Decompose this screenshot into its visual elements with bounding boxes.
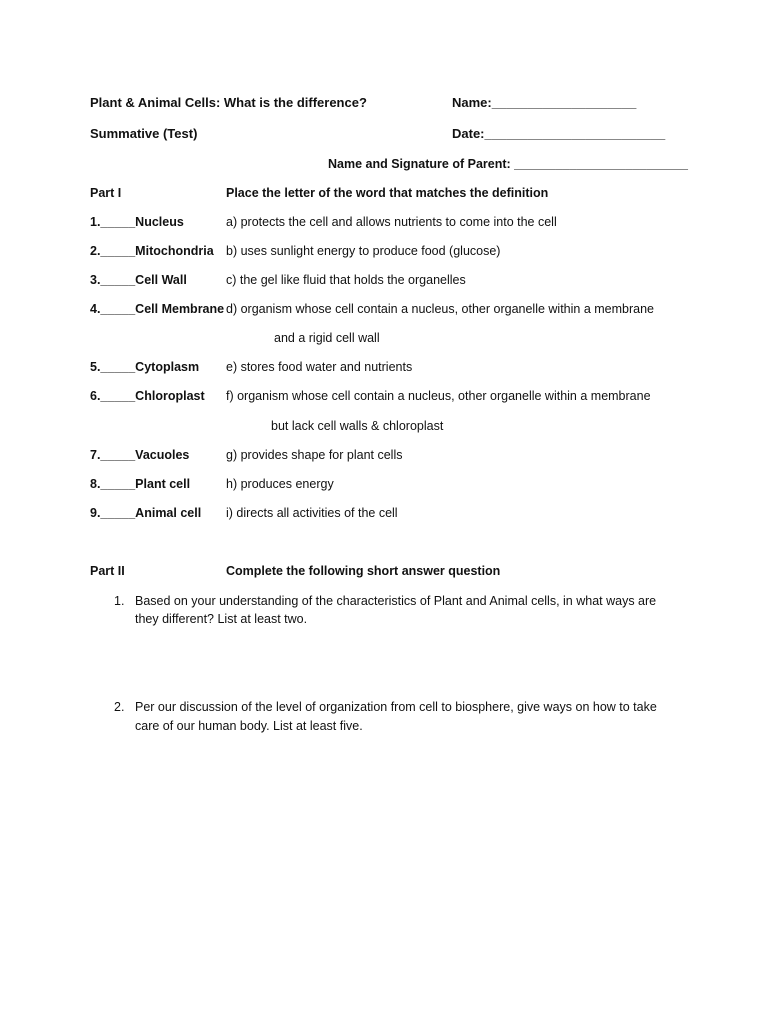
- worksheet-title: Plant & Animal Cells: What is the difference?: [90, 95, 367, 110]
- definition-item: g) provides shape for plant cells: [226, 448, 403, 462]
- date-field-label: Date:_________________________: [452, 126, 666, 141]
- parent-signature-label: Name and Signature of Parent: _________________________: [328, 157, 688, 171]
- question-text: Per our discussion of the level of organization from cell to biosphere, give ways on how to take: [135, 700, 657, 714]
- worksheet-subtitle: Summative (Test): [90, 126, 198, 141]
- question-text: they different? List at least two.: [135, 612, 308, 626]
- term-item: 6._____Chloroplast: [90, 389, 205, 403]
- term-item: 7._____Vacuoles: [90, 448, 190, 462]
- part2-instruction: Complete the following short answer question: [226, 564, 501, 578]
- part1-instruction: Place the letter of the word that matches the definition: [226, 186, 549, 200]
- definition-item: d) organism whose cell contain a nucleus, other organelle within a membrane: [226, 302, 655, 316]
- question-number: 1.: [114, 594, 125, 608]
- name-field-label: Name:____________________: [452, 95, 637, 110]
- part2-label: Part II: [90, 564, 125, 578]
- term-item: 1._____Nucleus: [90, 215, 184, 229]
- term-item: 2._____Mitochondria: [90, 244, 214, 258]
- term-item: 9._____Animal cell: [90, 506, 202, 520]
- question-number: 2.: [114, 700, 125, 714]
- question-text: Based on your understanding of the characteristics of Plant and Animal cells, in what ways are: [135, 594, 657, 608]
- question-text: care of our human body. List at least five.: [135, 719, 363, 733]
- definition-item: e) stores food water and nutrients: [226, 360, 413, 374]
- definition-item: c) the gel like fluid that holds the organelles: [226, 273, 466, 287]
- definition-continuation: and a rigid cell wall: [274, 331, 380, 345]
- term-item: 4._____Cell Membrane: [90, 302, 225, 316]
- definition-item: h) produces energy: [226, 477, 334, 491]
- definition-item: f) organism whose cell contain a nucleus, other organelle within a membrane: [226, 389, 651, 403]
- definition-item: b) uses sunlight energy to produce food (glucose): [226, 244, 501, 258]
- term-item: 3._____Cell Wall: [90, 273, 187, 287]
- definition-item: a) protects the cell and allows nutrients to come into the cell: [226, 215, 557, 229]
- part1-label: Part I: [90, 186, 122, 200]
- term-item: 5._____Cytoplasm: [90, 360, 200, 374]
- definition-continuation: but lack cell walls & chloroplast: [271, 419, 444, 433]
- definition-item: i) directs all activities of the cell: [226, 506, 398, 520]
- term-item: 8._____Plant cell: [90, 477, 191, 491]
